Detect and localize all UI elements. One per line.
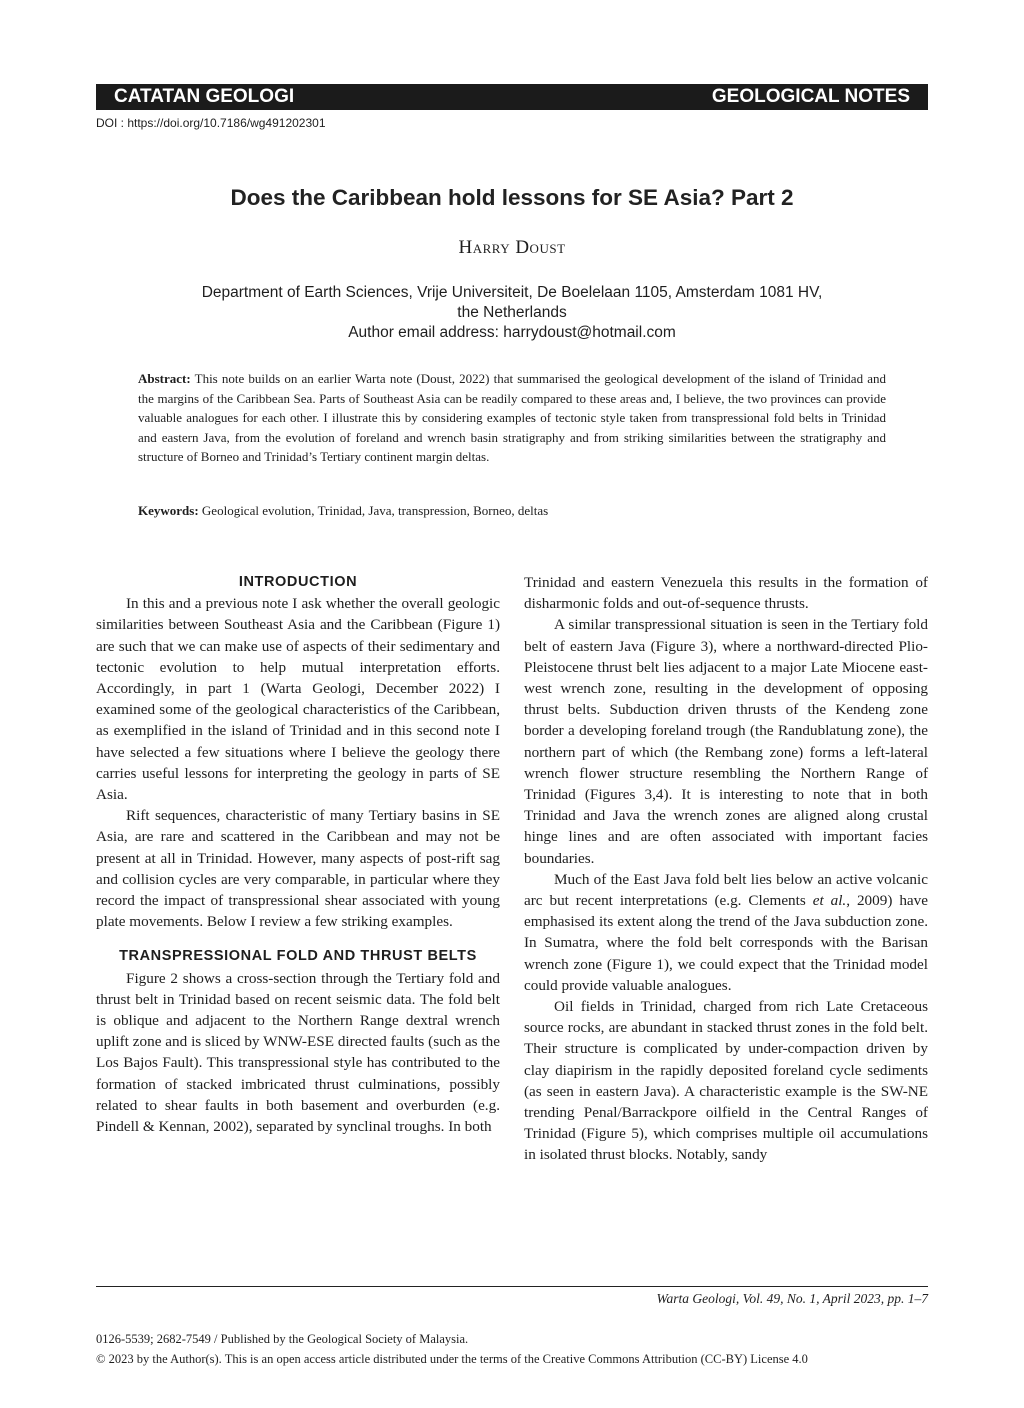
footer-divider — [96, 1286, 928, 1287]
et-al-text: et al. — [812, 892, 847, 910]
author-affiliation — [120, 283, 904, 343]
journal-citation: Warta Geologi, Vol. 49, No. 1, April 2023, pp. 1–7 — [656, 1291, 928, 1306]
paragraph: In this and a previous note I ask whether the overall geologic similarities between Southeast Asia and the Caribbean (Figure 1) are such that we can make use of aspects of their sedimentary and tectonic evolution to help mutual interpretation efforts. Accordingly, in part 1 (Warta Geologi, December 2022) I examined some of the geological characteristics of the Caribbean, as exemplified in the island of Trinidad and in this second note I have selected a few situations where I believe the geology there carries useful lessons for interpreting the geology in parts of SE Asia. — [96, 595, 500, 804]
paragraph-text: Much of the East Java fold belt lies below an active volcanic arc but recent interpretations (e.g. Clements — [524, 870, 928, 910]
section-label-catatan: CATATAN GEOLOGI — [114, 86, 295, 107]
heading-introduction: INTRODUCTION — [238, 574, 358, 590]
paragraph — [524, 869, 928, 996]
article-title: Does the Caribbean hold lessons for SE Asia? Part 2 — [230, 185, 794, 210]
keywords — [138, 501, 886, 520]
affiliation-line: the Netherlands — [457, 304, 567, 321]
paragraph: A similar transpressional situation is seen in the Tertiary fold belt of eastern Java (Figure 3), where a northward-directed Plio-Pleistocene thrust belt lies adjacent to a major Late Miocene east-west wrench zone, resulting in the development of opposing thrust belts. Subduction driven thrusts of the Kendeng zone border a developing foreland trough (the Randublatung zone), the northern part of which (the Rembang zone) forms a left-lateral wrench flower structure resembling the Northern Range of Trinidad (Figures 3,4). It is interesting to note that in both Trinidad and Java the wrench zones are aligned along crustal hinge lines and are often associated with important facies boundaries. — [524, 616, 928, 867]
left-column — [96, 572, 500, 1137]
paragraph: Figure 2 shows a cross-section through the Tertiary fold and thrust belt in Trinidad based on recent seismic data. The fold belt is oblique and adjacent to the Northern Range dextral wrench uplift zone and is sliced by WNW-ESE directed faults (such as the Los Bajos Fault). This transpressional style has contributed to the formation of stacked imbricated thrust culminations, possibly related to shear faults in both basement and overburden (e.g. Pindell & Kennan, 2002), separated by synclinal troughs. In both — [96, 969, 500, 1136]
journal-section-banner — [96, 84, 928, 110]
article-author: Harry Doust — [458, 237, 566, 258]
keywords-label: Keywords: — [138, 503, 199, 518]
issn-publisher: 0126-5539; 2682-7549 / Published by the Geological Society of Malaysia. — [96, 1332, 469, 1346]
right-column — [524, 572, 928, 1166]
abstract-text: This note builds on an earlier Warta note (Doust, 2022) that summarised the geological development of the island of Trinidad and the margins of the Caribbean Sea. Parts of Southeast Asia can be readily compared to these areas and, I believe, the two provinces can provide valuable analogues for each other. I illustrate this by considering examples of tectonic style taken from transpressional fold belts in Trinidad and eastern Java, from the evolution of foreland and wrench basin stratigraphy and from striking similarities between the stratigraphy and structure of Borneo and Trinidad’s Tertiary continent margin deltas. — [138, 371, 886, 464]
author-email[interactable]: Author email address: harrydoust@hotmail.com — [348, 324, 676, 341]
paragraph: Trinidad and eastern Venezuela this results in the formation of disharmonic folds and out-of-sequence thrusts. — [524, 574, 928, 613]
abstract-label: Abstract: — [138, 371, 191, 386]
section-label-notes: GEOLOGICAL NOTES — [711, 86, 910, 107]
paragraph: Rift sequences, characteristic of many Tertiary basins in SE Asia, are rare and scattered in the Caribbean and may not be present at all in Trinidad. However, many aspects of post-rift sag and collision cycles are very comparable, in particular where they record the impact of transpressional shear associated with young plate movements. Below I review a few striking examples. — [96, 807, 500, 931]
abstract — [138, 369, 886, 467]
heading-transpressional-fold: TRANSPRESSIONAL FOLD AND THRUST BELTS — [119, 948, 477, 965]
paragraph: Oil fields in Trinidad, charged from rich Late Cretaceous source rocks, are abundant in stacked thrust zones in the fold belt. Their structure is complicated by under-compaction driven by clay diapirism in the rapidly deposited foreland cycle sediments (as seen in eastern Java). A characteristic example is the SW-NE trending Penal/Barrackpore oilfield in the Central Ranges of Trinidad (Figure 5), which comprises multiple oil accumulations in isolated thrust blocks. Notably, sandy — [524, 998, 928, 1164]
license-notice: © 2023 by the Author(s). This is an open access article distributed under the terms of the Creative Commons Attribution (CC-BY) License 4.0 — [96, 1352, 808, 1366]
affiliation-line: Department of Earth Sciences, Vrije Universiteit, De Boelelaan 1105, Amsterdam 1081 HV, — [201, 284, 823, 301]
doi-link[interactable]: DOI : https://doi.org/10.7186/wg491202301 — [96, 116, 326, 130]
paragraph-text: , 2009) have emphasised its extent along the trend of the Java subduction zone. In Sumatra, where the fold belt corresponds with the Barisan wrench zone (Figure 1), we could expect that the Trinidad model could provide valuable analogues. — [524, 892, 928, 994]
keywords-text: Geological evolution, Trinidad, Java, transpression, Borneo, deltas — [198, 503, 549, 518]
